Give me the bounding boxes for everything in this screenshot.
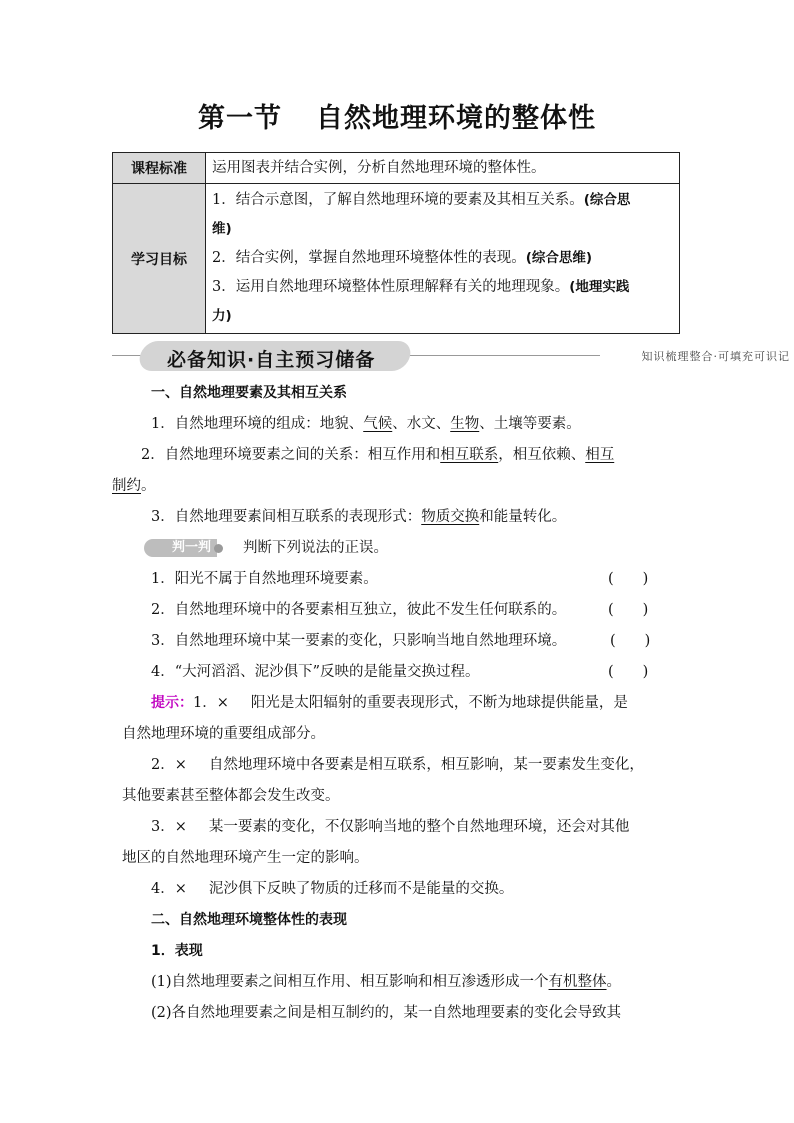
answer-blank[interactable]: ( ) <box>610 633 651 649</box>
badge-dot-icon <box>214 544 223 553</box>
section2-para2: (2)各自然地理要素之间是相互制约的，某一自然地理要素的变化会导致其 <box>151 1005 622 1021</box>
section1-heading: 一、自然地理要素及其相互关系 <box>151 385 347 401</box>
hint-answer-1: 提示：1．× 阳光是太阳辐射的重要表现形式，不断为地球提供能量，是 <box>151 695 628 711</box>
judge-item: 4．“大河滔滔、泥沙俱下”反映的是能量交换过程。 ( ) <box>122 657 678 688</box>
goal-item: 3．运用自然地理环境整体性原理解释有关的地理现象。(地理实践 <box>212 279 630 295</box>
hint-answer-2: 2．× 自然地理环境中各要素是相互联系，相互影响，某一要素发生变化， <box>151 757 644 773</box>
goals-cell <box>206 184 680 334</box>
standard-label: 课程标准 <box>113 153 206 184</box>
section1-item2: 2．自然地理环境要素之间的关系：相互作用和相互联系，相互依赖、相互 <box>141 447 615 463</box>
hint-answer-2-cont: 其他要素甚至整体都会发生改变。 <box>122 788 340 804</box>
section1-item3: 3．自然地理要素间相互联系的表现形式：物质交换和能量转化。 <box>151 509 567 525</box>
judge-instruction: 判断下列说法的正误。 <box>243 540 389 556</box>
hint-label: 提示： <box>151 695 193 711</box>
answer-blank[interactable]: ( ) <box>608 602 649 618</box>
goal-item-cont: 力) <box>212 308 232 324</box>
standard-text: 运用图表并结合实例，分析自然地理环境的整体性。 <box>206 153 680 184</box>
section2-sub1: 1．表现 <box>151 943 203 959</box>
goal-item-cont: 维) <box>212 221 232 237</box>
judge-item: 1．阳光不属于自然地理环境要素。 ( ) <box>122 564 678 595</box>
page-title <box>0 96 794 135</box>
answer-blank[interactable]: ( ) <box>608 664 649 680</box>
section-banner <box>112 340 790 372</box>
hint-answer-3-cont: 地区的自然地理环境产生一定的影响。 <box>122 850 369 866</box>
section2-para1: (1)自然地理要素之间相互作用、相互影响和相互渗透形成一个有机整体。 <box>151 974 622 990</box>
main-content <box>112 378 678 1029</box>
hint-answer-4: 4．× 泥沙俱下反映了物质的迁移而不是能量的交换。 <box>151 881 514 897</box>
answer-blank[interactable]: ( ) <box>608 571 649 587</box>
goals-label: 学习目标 <box>113 184 206 334</box>
title-section-name: 自然地理环境的整体性 <box>316 103 596 134</box>
section1-item1: 1．自然地理环境的组成：地貌、气候、水文、生物、土壤等要素。 <box>151 416 581 432</box>
section1-item2-cont: 制约。 <box>112 478 156 494</box>
goal-item: 1．结合示意图，了解自然地理环境的要素及其相互关系。(综合思 <box>212 192 631 208</box>
banner-title: 必备知识·自主预习储备 <box>167 349 376 371</box>
hint-answer-1-cont: 自然地理环境的重要组成部分。 <box>122 726 325 742</box>
hint-answer-3: 3．× 某一要素的变化，不仅影响当地的整个自然地理环境，还会对其他 <box>151 819 630 835</box>
banner-subtitle: 知识梳理整合·可填充可识记 <box>641 350 790 363</box>
section2-heading: 二、自然地理环境整体性的表现 <box>151 912 347 928</box>
standards-table <box>112 152 680 334</box>
judge-item: 2．自然地理环境中的各要素相互独立，彼此不发生任何联系的。 ( ) <box>122 595 678 626</box>
title-section-number: 第一节 <box>198 103 282 134</box>
goal-item: 2．结合实例，掌握自然地理环境整体性的表现。(综合思维) <box>212 250 593 266</box>
judge-header <box>122 533 678 564</box>
judge-item: 3．自然地理环境中某一要素的变化，只影响当地自然地理环境。 ( ) <box>122 626 678 657</box>
judge-badge: 判一判 <box>144 539 217 557</box>
